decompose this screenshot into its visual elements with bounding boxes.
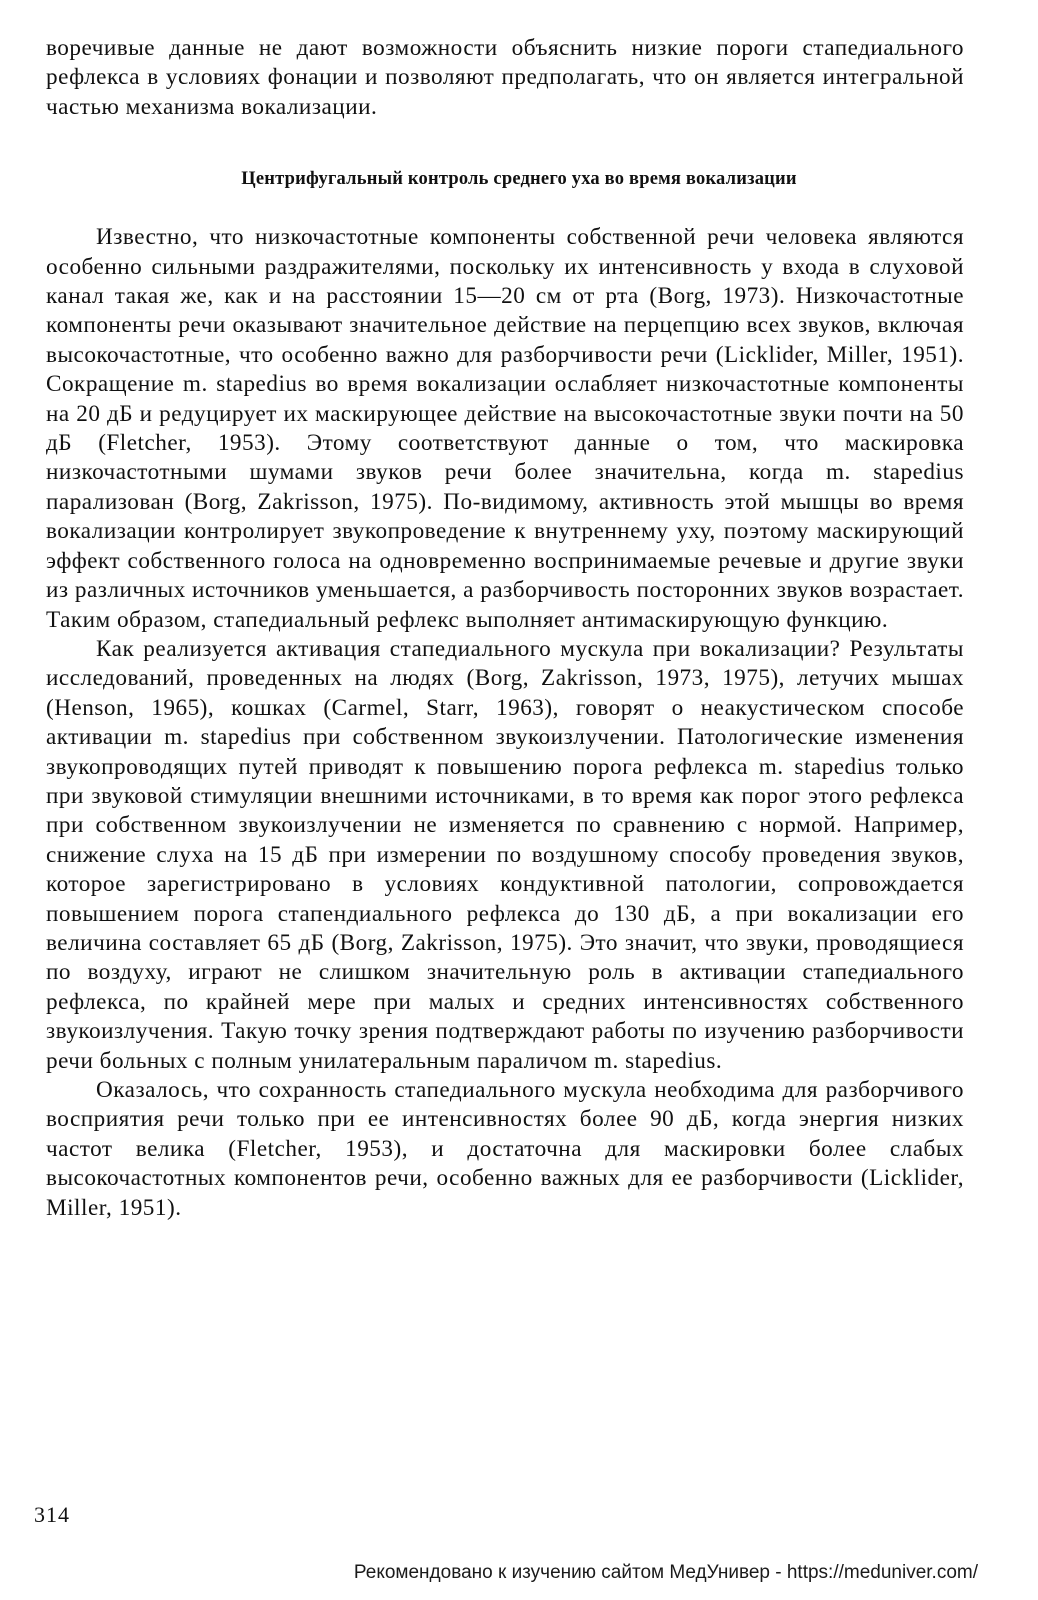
top-paragraph: воречивые данные не дают возможности объяснить низкие пороги стапедиального рефлекса в условиях фонации и позволяют предполагать, что он является интегральной частью механизма вокализации. [46, 35, 964, 120]
body-paragraph-1: Известно, что низкочастотные компоненты собственной речи человека являются особенно сильными раздражителями, поскольку их интенсивность у входа в слуховой канал такая же, как и на расстоянии 15—20 см от рта (Borg, 1973). Низкочастотные компоненты речи оказывают значительное действие на перцепцию всех звуков, включая высокочастотные, что особенно важно для разборчивости речи (Licklider, Miller, 1951). Сокращение m. stapedius во время вокализации ослабляет низкочастотные компоненты на 20 дБ и редуцирует их маскирующее действие на высокочастотные звуки почти на 50 дБ (Fletcher, 1953). Этому соответствуют данные о том, что маскировка низкочастотными шумами звуков речи более значительна, когда m. stapedius парализован (Borg, Zakrisson, 1975). По-видимому, активность этой мышцы во время вокализации контролирует звукопроведение к внутреннему уху, поэтому маскирующий эффект собственного голоса на одновременно воспринимаемые речевые и другие звуки из различных источников уменьшается, а разборчивость посторонних звуков возрастает. Таким образом, стапедиальный рефлекс выполняет антимаскирующую функцию. [46, 224, 964, 633]
body-paragraph-3: Оказалось, что сохранность стапедиального мускула необходима для разборчивого восприятия речи только при ее интенсивностях более 90 дБ, когда энергия низких частот велика (Fletcher, 1953), и достаточна для маскировки более слабых высокочастотных компонентов речи, особенно важных для ее разборчивости (Licklider, Miller, 1951). [46, 1077, 964, 1221]
body-paragraph-2: Как реализуется активация стапедиального мускула при вокализации? Результаты исследований, проведенных на людях (Borg, Zakrisson, 1973, 1975), летучих мышах (Henson, 1965), кошках (Carmel, Starr, 1963), говорят о неакустическом способе активации m. stapedius при собственном звукоизлучении. Патологические изменения звукопроводящих путей приводят к повышению порога рефлекса m. stapedius только при звуковой стимуляции внешними источниками, в то время как порог этого рефлекса при собственном звукоизлучении не изменяется по сравнению с нормой. Например, снижение слуха на 15 дБ при измерении по воздушному способу проведения звуков, которое зарегистрировано в условиях кондуктивной патологии, сопровождается повышением порога стапендиального рефлекса до 130 дБ, а при вокализации его величина составляет 65 дБ (Borg, Zakrisson, 1975). Это значит, что звуки, проводящиеся по воздуху, играют не слишком значительную роль в активации стапедиального рефлекса, по крайней мере при малых и средних интенсивностях собственного звукоизлучения. Такую точку зрения подтверждают работы по изучению разборчивости речи больных с полным унилатеральным параличом m. stapedius. [46, 635, 964, 1074]
page-number: 314 [34, 1502, 70, 1527]
footer-recommendation: Рекомендовано к изучению сайтом МедУнивер - https://meduniver.com/ [353, 1562, 978, 1583]
document-page [46, 34, 964, 1223]
section-heading: Центрифугальный контроль среднего уха во время вокализации [241, 169, 797, 190]
